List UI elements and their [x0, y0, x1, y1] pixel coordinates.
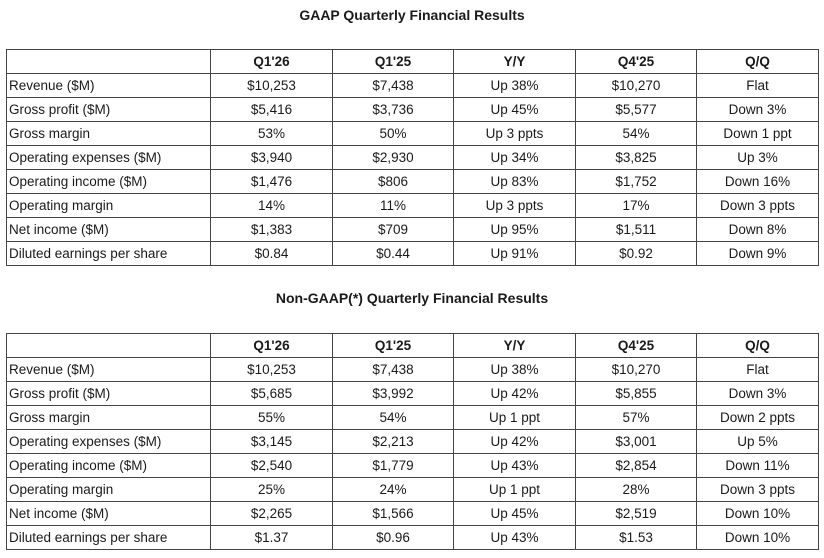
table-row — [7, 454, 819, 478]
cell-q4-25: 17% — [576, 194, 697, 218]
table-row — [7, 382, 819, 406]
table-header-row — [7, 50, 819, 74]
gaap-title: GAAP Quarterly Financial Results — [299, 7, 525, 23]
cell-q1-26: $1,383 — [211, 218, 333, 242]
cell-q1-25: $3,992 — [333, 382, 454, 406]
cell-q4-25: $5,855 — [576, 382, 697, 406]
cell-q1-25: $1,779 — [333, 454, 454, 478]
cell-q1-25: 50% — [333, 122, 454, 146]
table-row — [7, 194, 819, 218]
cell-yy: Up 95% — [454, 218, 576, 242]
column-header-qq: Q/Q — [697, 50, 819, 74]
cell-yy: Up 91% — [454, 242, 576, 266]
cell-q4-25: $0.92 — [576, 242, 697, 266]
cell-q1-25: $3,736 — [333, 98, 454, 122]
cell-q4-25: $1,752 — [576, 170, 697, 194]
cell-q1-26: $5,416 — [211, 98, 333, 122]
cell-q1-26: $1.37 — [211, 526, 333, 550]
column-header-yy: Y/Y — [454, 334, 576, 358]
row-label: Operating expenses ($M) — [7, 146, 211, 170]
column-header-metric — [7, 50, 211, 74]
table-row — [7, 526, 819, 550]
cell-qq: Down 2 ppts — [697, 406, 819, 430]
cell-qq: Up 3% — [697, 146, 819, 170]
row-label: Net income ($M) — [7, 218, 211, 242]
table-row — [7, 98, 819, 122]
cell-q1-26: $2,540 — [211, 454, 333, 478]
cell-q4-25: $3,001 — [576, 430, 697, 454]
non-gaap-results-table — [6, 333, 819, 550]
cell-yy: Up 1 ppt — [454, 406, 576, 430]
cell-yy: Up 38% — [454, 358, 576, 382]
table-row — [7, 218, 819, 242]
cell-q4-25: $10,270 — [576, 358, 697, 382]
cell-qq: Down 1 ppt — [697, 122, 819, 146]
column-header-q1-25: Q1'25 — [333, 334, 454, 358]
row-label: Diluted earnings per share — [7, 242, 211, 266]
table-row — [7, 358, 819, 382]
cell-yy: Up 3 ppts — [454, 122, 576, 146]
cell-q1-25: 54% — [333, 406, 454, 430]
cell-q4-25: $1,511 — [576, 218, 697, 242]
cell-q1-25: $2,930 — [333, 146, 454, 170]
cell-q4-25: $2,854 — [576, 454, 697, 478]
cell-q1-26: $0.84 — [211, 242, 333, 266]
cell-yy: Up 45% — [454, 98, 576, 122]
row-label: Revenue ($M) — [7, 74, 211, 98]
cell-q4-25: $10,270 — [576, 74, 697, 98]
row-label: Diluted earnings per share — [7, 526, 211, 550]
row-label: Gross margin — [7, 122, 211, 146]
column-header-q4-25: Q4'25 — [576, 334, 697, 358]
table-row — [7, 242, 819, 266]
cell-q4-25: $2,519 — [576, 502, 697, 526]
cell-q1-26: 55% — [211, 406, 333, 430]
gaap-results-table — [6, 49, 819, 266]
table-row — [7, 478, 819, 502]
column-header-q1-26: Q1'26 — [211, 50, 333, 74]
cell-q1-26: $2,265 — [211, 502, 333, 526]
column-header-qq: Q/Q — [697, 334, 819, 358]
cell-q4-25: $1.53 — [576, 526, 697, 550]
cell-yy: Up 1 ppt — [454, 478, 576, 502]
row-label: Gross profit ($M) — [7, 382, 211, 406]
cell-q4-25: 54% — [576, 122, 697, 146]
cell-q4-25: $5,577 — [576, 98, 697, 122]
cell-qq: Down 16% — [697, 170, 819, 194]
row-label: Operating margin — [7, 478, 211, 502]
cell-q1-26: $10,253 — [211, 74, 333, 98]
cell-q4-25: 57% — [576, 406, 697, 430]
row-label: Net income ($M) — [7, 502, 211, 526]
cell-yy: Up 38% — [454, 74, 576, 98]
table-row — [7, 74, 819, 98]
cell-yy: Up 45% — [454, 502, 576, 526]
row-label: Operating income ($M) — [7, 454, 211, 478]
cell-yy: Up 34% — [454, 146, 576, 170]
cell-q4-25: $3,825 — [576, 146, 697, 170]
cell-qq: Down 3 ppts — [697, 194, 819, 218]
cell-q1-25: $2,213 — [333, 430, 454, 454]
cell-q1-25: 24% — [333, 478, 454, 502]
cell-q1-26: $3,145 — [211, 430, 333, 454]
cell-q1-26: $3,940 — [211, 146, 333, 170]
cell-qq: Down 3 ppts — [697, 478, 819, 502]
table-row — [7, 502, 819, 526]
cell-yy: Up 43% — [454, 526, 576, 550]
table-row — [7, 170, 819, 194]
cell-q1-26: 25% — [211, 478, 333, 502]
cell-qq: Down 10% — [697, 526, 819, 550]
table-row — [7, 146, 819, 170]
row-label: Revenue ($M) — [7, 358, 211, 382]
cell-qq: Flat — [697, 74, 819, 98]
table-row — [7, 406, 819, 430]
cell-q1-26: $1,476 — [211, 170, 333, 194]
cell-q1-25: $806 — [333, 170, 454, 194]
row-label: Operating income ($M) — [7, 170, 211, 194]
cell-yy: Up 42% — [454, 430, 576, 454]
cell-qq: Down 3% — [697, 98, 819, 122]
cell-yy: Up 42% — [454, 382, 576, 406]
cell-q1-25: $0.44 — [333, 242, 454, 266]
cell-yy: Up 83% — [454, 170, 576, 194]
cell-q1-25: $0.96 — [333, 526, 454, 550]
row-label: Gross profit ($M) — [7, 98, 211, 122]
cell-yy: Up 3 ppts — [454, 194, 576, 218]
cell-yy: Up 43% — [454, 454, 576, 478]
cell-qq: Down 11% — [697, 454, 819, 478]
column-header-q1-25: Q1'25 — [333, 50, 454, 74]
row-label: Gross margin — [7, 406, 211, 430]
cell-q1-25: $7,438 — [333, 74, 454, 98]
cell-q1-26: 14% — [211, 194, 333, 218]
cell-qq: Down 8% — [697, 218, 819, 242]
cell-qq: Down 10% — [697, 502, 819, 526]
table-row — [7, 430, 819, 454]
table-row — [7, 122, 819, 146]
column-header-q1-26: Q1'26 — [211, 334, 333, 358]
cell-qq: Up 5% — [697, 430, 819, 454]
cell-q1-25: $709 — [333, 218, 454, 242]
cell-q1-26: 53% — [211, 122, 333, 146]
table-header-row — [7, 334, 819, 358]
cell-q1-25: 11% — [333, 194, 454, 218]
cell-qq: Flat — [697, 358, 819, 382]
cell-q4-25: 28% — [576, 478, 697, 502]
cell-qq: Down 3% — [697, 382, 819, 406]
column-header-yy: Y/Y — [454, 50, 576, 74]
column-header-metric — [7, 334, 211, 358]
cell-q1-26: $5,685 — [211, 382, 333, 406]
cell-q1-25: $7,438 — [333, 358, 454, 382]
cell-qq: Down 9% — [697, 242, 819, 266]
row-label: Operating margin — [7, 194, 211, 218]
non-gaap-title: Non-GAAP(*) Quarterly Financial Results — [275, 290, 549, 306]
row-label: Operating expenses ($M) — [7, 430, 211, 454]
cell-q1-26: $10,253 — [211, 358, 333, 382]
cell-q1-25: $1,566 — [333, 502, 454, 526]
column-header-q4-25: Q4'25 — [576, 50, 697, 74]
